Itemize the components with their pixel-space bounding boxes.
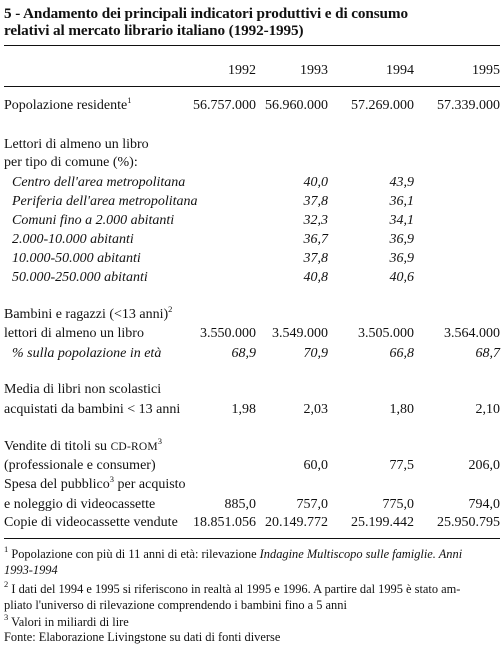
cell: 68,7 (475, 346, 500, 361)
cell: 37,8 (303, 251, 328, 266)
table-row: e noleggio di videocassette 885,0 757,0 775,0 794,0 (4, 497, 500, 512)
header-rule (4, 86, 500, 87)
year-1992: 1992 (228, 63, 256, 78)
cell: 36,9 (389, 251, 414, 266)
footnote-3: $^3$ Valori in miliardi di lire (4, 612, 129, 629)
footnote-2: $^2$ I dati del 1994 e 1995 si riferiscono in realtà al 1995 e 1996. A partire dal 1995 è stato am- pliato l'universo di rilevazione comprendendo i bambini fino a 5 anni (4, 579, 461, 612)
cell: 40,0 (303, 175, 328, 190)
cell: 1,80 (389, 402, 414, 417)
cell: 68,9 (231, 346, 256, 361)
cell: 757,0 (296, 497, 328, 512)
bottom-rule (4, 538, 500, 539)
table-row: 2.000-10.000 abitanti 36,7 36,9 (12, 232, 414, 247)
cell: 37,8 (303, 194, 328, 209)
cell: 1,98 (231, 402, 256, 417)
table-row: (professionale e consumer) 60,0 77,5 206,0 (4, 458, 500, 473)
cell: 34,1 (389, 213, 414, 228)
cell: 3.550.000 (200, 326, 256, 341)
section-heading: Media di libri non scolastici (4, 382, 162, 397)
section-heading: Bambini e ragazzi (<13 anni)$^2$ (4, 304, 173, 322)
cell: 56.960.000 (265, 98, 328, 113)
top-rule (4, 45, 500, 46)
cell: 40,8 (303, 270, 328, 285)
cell: 3.549.000 (272, 326, 328, 341)
cell: 3.505.000 (358, 326, 414, 341)
cell: 36,7 (303, 232, 328, 247)
table-row: 10.000-50.000 abitanti 37,8 36,9 (12, 251, 414, 266)
cell: 32,3 (303, 213, 328, 228)
cell: 77,5 (389, 458, 414, 473)
cell: 794,0 (468, 497, 500, 512)
cell: 25.950.795 (437, 515, 500, 530)
table-row (4, 97, 500, 115)
cell: 3.564.000 (444, 326, 500, 341)
table-row: % sulla popolazione in età 68,9 70,9 66,8 68,7 (12, 346, 500, 361)
title-line-2: relativi al mercato librario italiano (1992-1995) (4, 22, 304, 39)
cell: 43,9 (389, 175, 414, 190)
year-1994: 1994 (386, 63, 414, 78)
cell: 57.269.000 (351, 98, 414, 113)
cell: 25.199.442 (351, 515, 414, 530)
table-row: Centro dell'area metropolitana 40,0 43,9 (12, 175, 414, 190)
table-row: 50.000-250.000 abitanti 40,8 40,6 (12, 270, 414, 285)
row-label: Popolazione residente$^1$ (4, 95, 132, 113)
cell: 40,6 (389, 270, 414, 285)
title-line-1: 5 - Andamento dei principali indicatori produttivi e di consumo (4, 5, 408, 22)
footnote-1: $^1$ Popolazione con più di 11 anni di età: rilevazione Indagine Multiscopo sulle famiglie. Anni 1993-1994 (4, 544, 463, 577)
cell: 18.851.056 (193, 515, 256, 530)
table-title (4, 5, 500, 39)
cell: 36,1 (389, 194, 414, 209)
cell: 885,0 (224, 497, 256, 512)
cell: 36,9 (389, 232, 414, 247)
table-row: Comuni fino a 2.000 abitanti 32,3 34,1 (12, 213, 414, 228)
cell: 60,0 (303, 458, 328, 473)
year-1995: 1995 (472, 63, 500, 78)
source-note: Fonte: Elaborazione Livingstone su dati di fonti diverse (4, 630, 281, 644)
cell: 2,10 (475, 402, 500, 417)
header-row (4, 62, 500, 80)
year-1993: 1993 (300, 63, 328, 78)
cell: 775,0 (382, 497, 414, 512)
table-row: acquistati da bambini < 13 anni 1,98 2,03 1,80 2,10 (4, 402, 500, 417)
section-heading: per tipo di comune (%): (4, 155, 138, 170)
table-row: lettori di almeno un libro 3.550.000 3.549.000 3.505.000 3.564.000 (4, 326, 500, 341)
section-heading: Spesa del pubblico$^3$ per acquisto (4, 474, 186, 492)
table-row: Copie di videocassette vendute 18.851.056 20.149.772 25.199.442 25.950.795 (4, 515, 500, 530)
cell: 56.757.000 (193, 98, 256, 113)
section-heading: Lettori di almeno un libro (4, 137, 149, 152)
cell: 70,9 (303, 346, 328, 361)
table-row: Periferia dell'area metropolitana 37,8 36,1 (12, 194, 414, 209)
cell: 2,03 (303, 402, 328, 417)
cell: 206,0 (468, 458, 500, 473)
cell: 66,8 (389, 346, 414, 361)
cell: 20.149.772 (265, 515, 328, 530)
cell: 57.339.000 (437, 98, 500, 113)
section-heading: Vendite di titoli su CD-ROM$^3$ (4, 436, 163, 454)
